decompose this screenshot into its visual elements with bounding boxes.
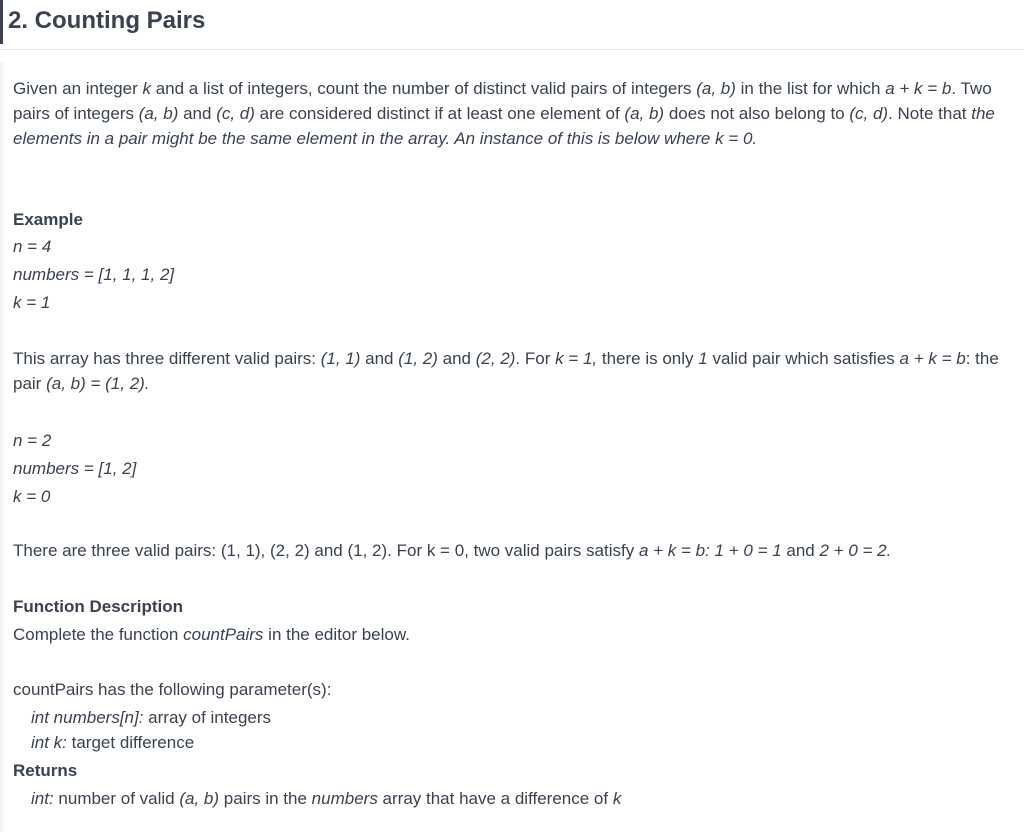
return-type: int: — [31, 789, 54, 808]
text: : the pair — [13, 349, 999, 393]
example-heading: Example — [13, 210, 83, 229]
var-k: k — [142, 79, 151, 98]
example-n: n = 4 — [13, 237, 52, 256]
example2-k: k = 0 — [13, 487, 51, 506]
example2-numbers: numbers = [1, 2] — [13, 459, 137, 478]
param-desc: array of integers — [143, 708, 272, 727]
var-pair: (c, d) — [849, 104, 889, 123]
example-numbers: numbers = [1, 1, 1, 2] — [13, 265, 175, 284]
example-section — [13, 207, 1013, 315]
parameters-section — [13, 677, 1013, 755]
parameters-intro: countPairs has the following parameter(s): — [13, 680, 332, 699]
var-k: k — [612, 789, 622, 808]
text: and — [178, 104, 217, 123]
text: are considered distinct if at least one element of — [254, 104, 625, 123]
param-type: int numbers[n]: — [31, 708, 144, 727]
function-description-heading: Function Description — [13, 597, 183, 616]
param-desc: target difference — [66, 733, 195, 752]
k-value: k = 1, — [555, 349, 598, 368]
param-type: int k: — [31, 733, 67, 752]
problem-statement — [13, 76, 1013, 151]
emphasis-note: the elements in a pair might be the same element in the array. An instance of this is below where k = 0. — [13, 104, 995, 148]
var-pair: (a, b) — [624, 104, 665, 123]
text: and a list of integers, count the number of distinct valid pairs of integers — [150, 79, 697, 98]
title-accent-bar — [0, 0, 3, 44]
text: Given an integer — [13, 79, 143, 98]
text: valid pair which satisfies — [707, 349, 900, 368]
example-explanation-1 — [13, 346, 1013, 396]
equation: a + k = b — [899, 349, 966, 368]
pair: (1, 1) — [320, 349, 361, 368]
text: and — [781, 541, 820, 560]
var-pair: (a, b) — [696, 79, 736, 98]
text: array that have a difference of — [377, 789, 613, 808]
example2-n: n = 2 — [13, 431, 52, 450]
text: in the list for which — [735, 79, 886, 98]
text: in the editor below. — [263, 625, 410, 644]
text: . Two pairs of integers — [13, 79, 992, 123]
returns-section — [13, 758, 1013, 811]
equation: + k = b — [899, 79, 952, 98]
text: and — [360, 349, 399, 368]
text: . Note that — [888, 104, 972, 123]
var-pair: (c, d) — [216, 104, 255, 123]
pair: (2, 2) — [475, 349, 516, 368]
text: This array has three different valid pairs: — [13, 349, 321, 368]
pair: (a, b) = (1, 2). — [46, 374, 150, 393]
example-section-2 — [13, 428, 1013, 509]
var-a: a — [885, 79, 895, 98]
count: 1 — [698, 349, 708, 368]
example-k: k = 1 — [13, 293, 51, 312]
title-bar — [0, 0, 1024, 50]
text: pairs in the — [219, 789, 312, 808]
content-left-border — [0, 62, 3, 832]
text: . For — [515, 349, 556, 368]
equation: a + k = b: 1 + 0 = 1 — [638, 541, 782, 560]
text: there is only — [597, 349, 699, 368]
returns-heading: Returns — [13, 761, 78, 780]
text: There are three valid pairs: (1, 1), (2, 2) and (1, 2). For k = 0, two valid pairs satisfy — [13, 541, 639, 560]
page-title: 2. Counting Pairs — [8, 7, 206, 34]
text: and — [437, 349, 476, 368]
function-name: countPairs — [183, 625, 264, 644]
text: number of valid — [53, 789, 180, 808]
pair: (1, 2) — [398, 349, 438, 368]
function-description — [13, 594, 1013, 647]
text: does not also belong to — [664, 104, 850, 123]
text: Complete the function — [13, 625, 184, 644]
var-pair: (a, b) — [179, 789, 220, 808]
example-explanation-2 — [13, 538, 1013, 563]
equation: 2 + 0 = 2. — [819, 541, 892, 560]
var-numbers: numbers — [311, 789, 378, 808]
var-pair: (a, b) — [138, 104, 179, 123]
